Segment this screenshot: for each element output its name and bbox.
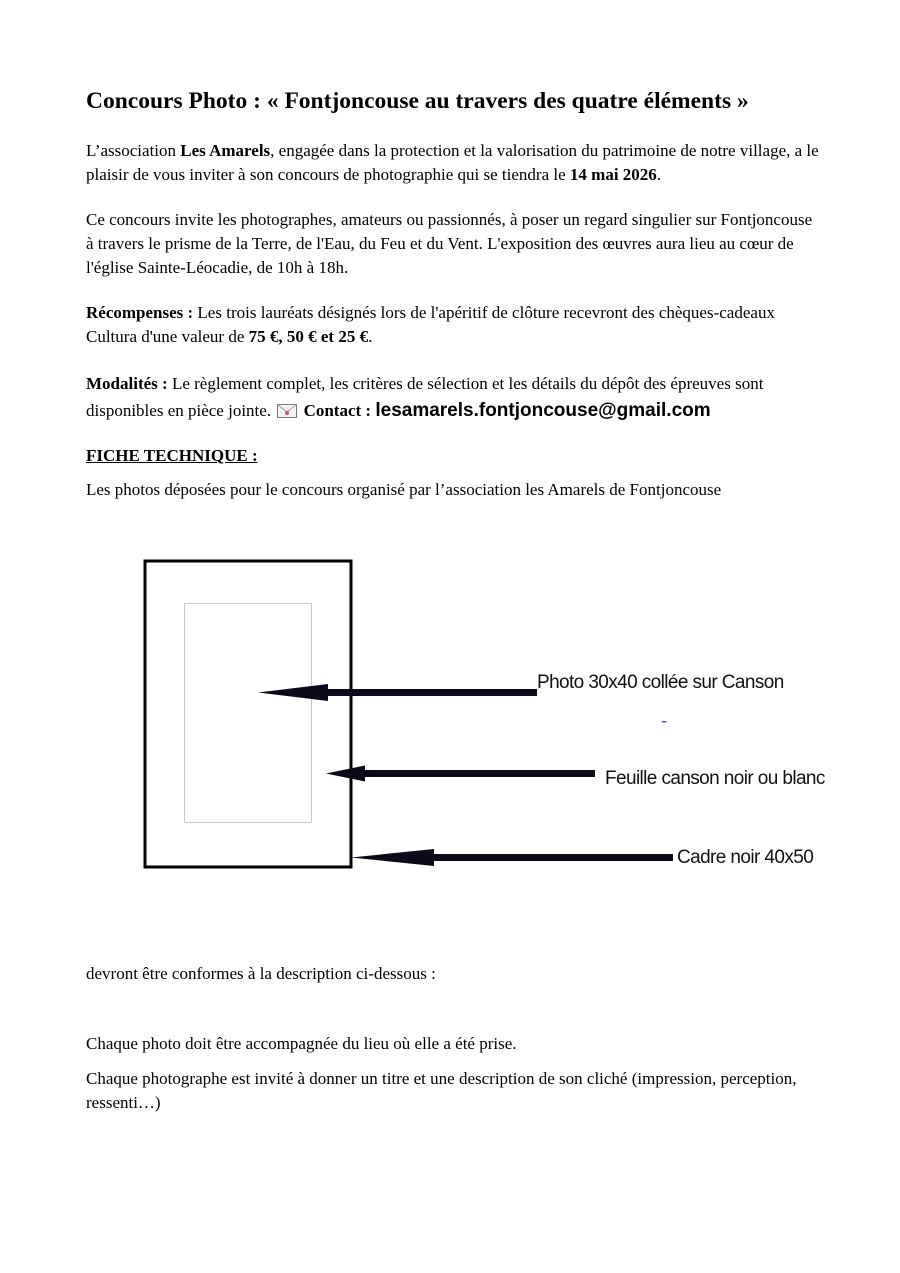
label-frame: Cadre noir 40x50	[677, 847, 814, 868]
label-sheet: Feuille canson noir ou blanc	[605, 768, 825, 789]
rewards-text: Les trois lauréats désignés lors de l'apéritif de clôture recevront des chèques-cadeaux Cultura d'une valeur de	[86, 303, 775, 346]
intro-text-1: L’association	[86, 141, 181, 160]
photo-inner-rect	[185, 604, 312, 823]
modalities-text: Le règlement complet, les critères de sélection et les détails du dépôt des épreuves sont disponibles en pièce jointe.	[86, 374, 764, 420]
page-title: Concours Photo : « Fontjoncouse au travers des quatre éléments »	[86, 88, 749, 114]
label-mark: -	[661, 711, 667, 732]
technical-heading: FICHE TECHNIQUE :	[86, 446, 258, 465]
intro-text-2: , engagée dans la protection et la valorisation du patrimoine de notre village, a le plaisir de vous inviter à son concours de photographie qui se tiendra le	[86, 141, 819, 184]
intro-text-3: .	[656, 165, 662, 184]
rule-location: Chaque photo doit être accompagnée du lieu où elle a été prise.	[86, 1034, 517, 1053]
envelope-icon	[277, 399, 297, 426]
label-photo: Photo 30x40 collée sur Canson	[537, 672, 784, 693]
frame-outer-rect	[145, 561, 351, 867]
association-name: Les Amarels	[180, 141, 271, 160]
rewards-amounts: 75 €, 50 € et 25 €	[248, 327, 369, 346]
conformity-text: devront être conformes à la description ci-dessous :	[86, 964, 436, 983]
contest-date: 14 mai 2026	[569, 165, 657, 184]
rewards-end: .	[368, 327, 373, 346]
contact-label: Contact :	[303, 401, 376, 420]
document-content	[86, 86, 821, 502]
modalities-paragraph	[86, 370, 821, 426]
contact-email-link[interactable]: lesamarels.fontjoncouse@gmail.com	[375, 400, 711, 421]
arrow-sheet	[326, 766, 595, 782]
rewards-label: Récompenses :	[86, 303, 194, 322]
modalities-label: Modalités :	[86, 374, 168, 393]
arrow-photo	[258, 684, 537, 701]
arrow-frame	[351, 849, 673, 866]
intro-paragraph	[86, 139, 821, 187]
rewards-paragraph	[86, 301, 821, 349]
technical-intro: Les photos déposées pour le concours organisé par l’association les Amarels de Fontjoncouse	[86, 480, 722, 499]
description-paragraph: Ce concours invite les photographes, amateurs ou passionnés, à poser un regard singulier sur Fontjoncouse à travers le prisme de la Terre, de l'Eau, du Feu et du Vent. L'exposition des œuvres aura lieu au cœur de l'église Sainte-Léocadie, de 10h à 18h.	[86, 210, 813, 277]
rule-title-description: Chaque photographe est invité à donner un titre et une description de son cliché (impression, perception, ressenti…)	[86, 1069, 797, 1112]
